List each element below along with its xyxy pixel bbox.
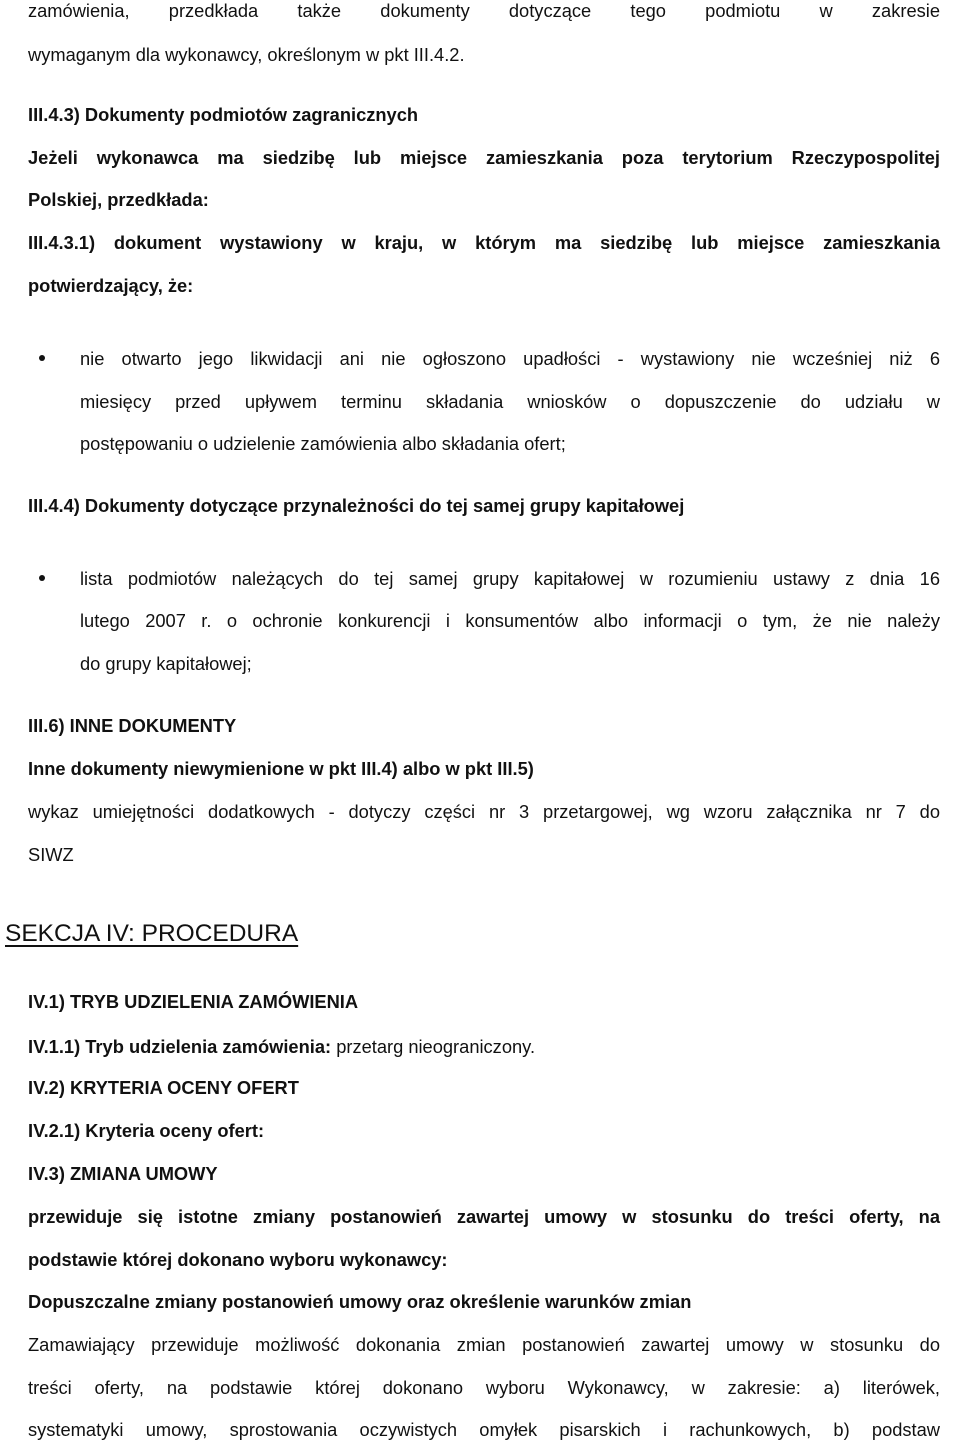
paragraph-line: Jeżeli wykonawca ma siedzibę lub miejsce zamieszkania poza terytorium Rzeczypospolitej [28,147,940,168]
list-item-line: nie otwarto jego likwidacji ani nie ogłoszono upadłości - wystawiony nie wcześniej niż 6 [80,348,940,369]
list-item-line: lista podmiotów należących do tej samej grupy kapitałowej w rozumieniu ustawy z dnia 16 [80,568,940,589]
paragraph-line: systematyki umowy, sprostowania oczywistych omyłek pisarskich i rachunkowych, b) podstaw [28,1419,940,1440]
section-heading-iii-4-3: III.4.3) Dokumenty podmiotów zagranicznych [28,104,419,125]
section-heading-iii-4-4: III.4.4) Dokumenty dotyczące przynależności do tej samej grupy kapitałowej [28,495,685,516]
subsection-heading: Inne dokumenty niewymienione w pkt III.4) albo w pkt III.5) [28,758,534,779]
list-item-line: do grupy kapitałowej; [80,653,252,674]
list-item-line: lutego 2007 r. o ochronie konkurencji i konsumentów albo informacji o tym, że nie należy [80,610,940,631]
paragraph-line: przewiduje się istotne zmiany postanowień zawartej umowy w stosunku do treści oferty, na [28,1206,940,1227]
paragraph-line: potwierdzający, że: [28,275,194,296]
section-heading-iv-1: IV.1) TRYB UDZIELENIA ZAMÓWIENIA [28,991,359,1012]
procedure-type-label: IV.1.1) Tryb udzielenia zamówienia: [28,1036,332,1057]
procedure-type-line [28,1036,535,1058]
section-heading-iii-6: III.6) INNE DOKUMENTY [28,715,237,736]
paragraph-line: podstawie której dokonano wyboru wykonawcy: [28,1249,448,1270]
paragraph-line: Polskiej, przedkłada: [28,189,209,210]
section-heading-iv-3: IV.3) ZMIANA UMOWY [28,1163,218,1184]
list-item-line: postępowaniu o udzielenie zamówienia albo składania ofert; [80,433,566,454]
bullet-icon [39,575,45,581]
paragraph-line: zamówienia, przedkłada także dokumenty dotyczące tego podmiotu w zakresie [28,0,940,21]
section-title: SEKCJA IV: PROCEDURA [5,920,299,947]
section-heading-iv-2: IV.2) KRYTERIA OCENY OFERT [28,1077,299,1098]
subsection-heading-iii-4-3-1: III.4.3.1) dokument wystawiony w kraju, w którym ma siedzibę lub miejsce zamieszkania [28,232,940,253]
subsection-heading-iv-2-1: IV.2.1) Kryteria oceny ofert: [28,1120,265,1141]
paragraph-line: treści oferty, na podstawie której dokonano wyboru Wykonawcy, w zakresie: a) literówek, [28,1377,940,1398]
paragraph-line: SIWZ [28,844,74,865]
bullet-icon [39,355,45,361]
list-item-line: miesięcy przed upływem terminu składania wniosków o dopuszczenie do udziału w [80,391,940,412]
paragraph-line: Dopuszczalne zmiany postanowień umowy oraz określenie warunków zmian [28,1291,692,1312]
paragraph-line: wykaz umiejętności dodatkowych - dotyczy części nr 3 przetargowej, wg wzoru załącznika nr 7 do [28,801,940,822]
paragraph-line: wymaganym dla wykonawcy, określonym w pkt III.4.2. [28,44,465,65]
paragraph-line: Zamawiający przewiduje możliwość dokonania zmian postanowień zawartej umowy w stosunku do [28,1334,940,1355]
procedure-type-value: przetarg nieograniczony. [331,1036,536,1057]
